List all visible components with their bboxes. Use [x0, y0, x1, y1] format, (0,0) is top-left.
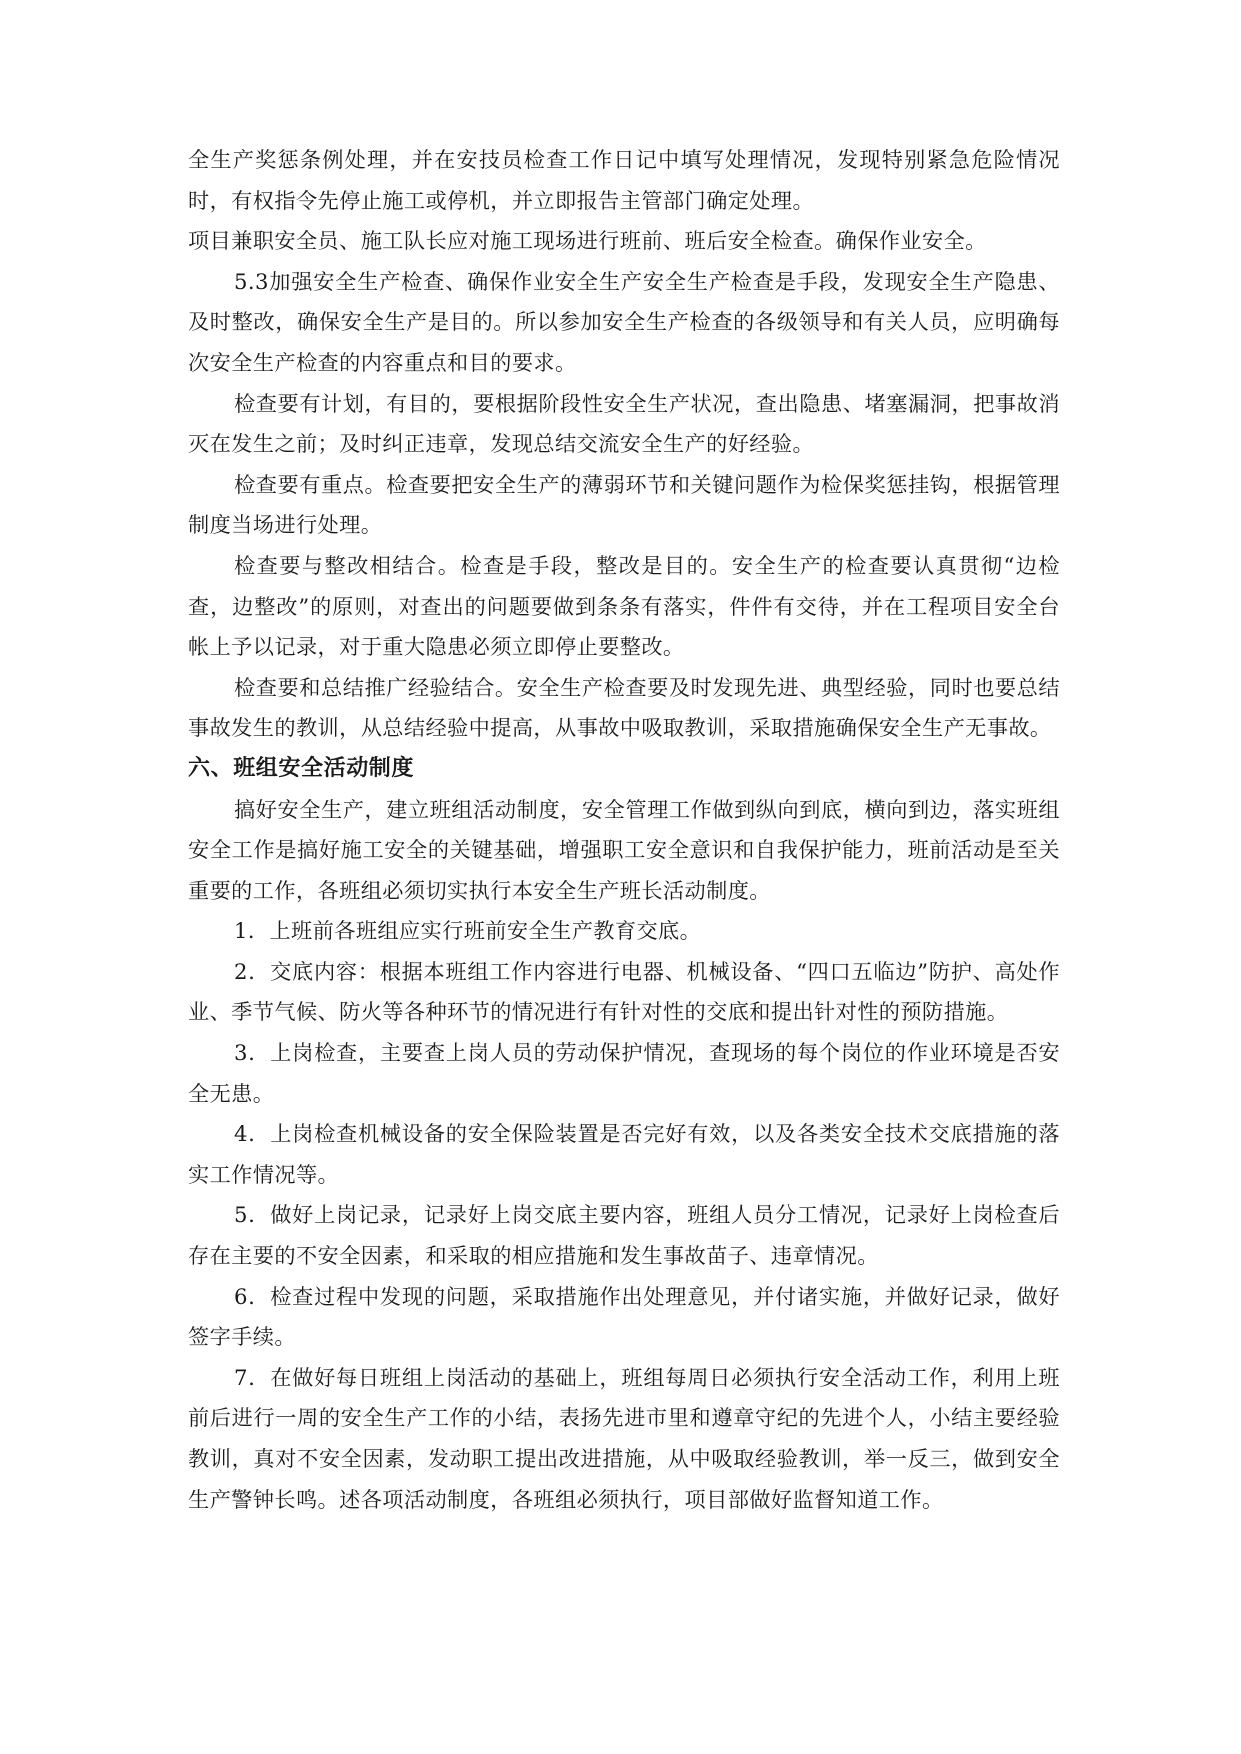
paragraph-plan: 检查要有计划，有目的，要根据阶段性安全生产状况，查出隐患、堵塞漏洞，把事故消灭在发生之前；及时纠正违章，发现总结交流安全生产的好经验。 — [188, 390, 1060, 457]
paragraph-safety-officer: 项目兼职安全员、施工队长应对施工现场进行班前、班后安全检查。确保作业安全。 — [188, 228, 987, 254]
list-item-5: 5．做好上岗记录，记录好上岗交底主要内容，班组人员分工情况，记录好上岗检查后存在主要的不安全因素，和采取的相应措施和发生事故苗子、违章情况。 — [188, 1202, 1060, 1269]
paragraph-intro: 搞好安全生产，建立班组活动制度，安全管理工作做到纵向到底，横向到边，落实班组安全工作是搞好施工安全的关键基础，增强职工安全意识和自我保护能力，班前活动是至关重要的工作，各班组必须切实执行本安全生产班长活动制度。 — [188, 796, 1060, 903]
paragraph-summary: 检查要和总结推广经验结合。安全生产检查要及时发现先进、典型经验，同时也要总结事故发生的教训，从总结经验中提高，从事故中吸取教训，采取措施确保安全生产无事故。 — [188, 674, 1060, 741]
paragraph-continuation: 全生产奖惩条例处理，并在安技员检查工作日记中填写处理情况，发现特别紧急危险情况时，有权指令先停止施工或停机，并立即报告主管部门确定处理。 — [188, 147, 1060, 213]
paragraph-5-3: 5.3加强安全生产检查、确保作业安全生产安全生产检查是手段，发现安全生产隐患、及时整改，确保安全生产是目的。所以参加安全生产检查的各级领导和有关人员，应明确每次安全生产检查的内容重点和目的要求。 — [188, 268, 1060, 375]
paragraph-focus: 检查要有重点。检查要把安全生产的薄弱环节和关键问题作为检保奖惩挂钩，根据管理制度当场进行处理。 — [188, 471, 1060, 538]
list-item-4: 4．上岗检查机械设备的安全保险装置是否完好有效，以及各类安全技术交底措施的落实工作情况等。 — [188, 1121, 1060, 1187]
list-item-7: 7．在做好每日班组上岗活动的基础上，班组每周日必须执行安全活动工作，利用上班前后进行一周的安全生产工作的小结，表扬先进市里和遵章守纪的先进个人，小结主要经验教训，真对不安全因素，发动职工提出改进措施，从中吸取经验教训，举一反三，做到安全生产警钟长鸣。述各项活动制度，各班组必须执行，项目部做好监督知道工作。 — [188, 1364, 1060, 1512]
list-item-3: 3．上岗检查，主要查上岗人员的劳动保护情况，查现场的每个岗位的作业环境是否安全无患。 — [188, 1040, 1060, 1106]
list-item-6: 6．检查过程中发现的问题，采取措施作出处理意见，并付诸实施，并做好记录，做好签字手续。 — [188, 1283, 1060, 1350]
list-item-1: 1．上班前各班组应实行班前安全生产教育交底。 — [234, 918, 702, 944]
list-item-2: 2．交底内容：根据本班组工作内容进行电器、机械设备、“四口五临边”防护、高处作业、季节气候、防火等各种环节的情况进行有针对性的交底和提出针对性的预防措施。 — [188, 958, 1060, 1025]
paragraph-rectify: 检查要与整改相结合。检查是手段，整改是目的。安全生产的检查要认真贯彻“边检查，边整改”的原则，对查出的问题要做到条条有落实，件件有交待，并在工程项目安全台帐上予以记录，对于重大隐患必须立即停止要整改。 — [188, 552, 1060, 660]
document-page — [188, 140, 1060, 1520]
section-heading: 六、班组安全活动制度 — [188, 755, 415, 781]
